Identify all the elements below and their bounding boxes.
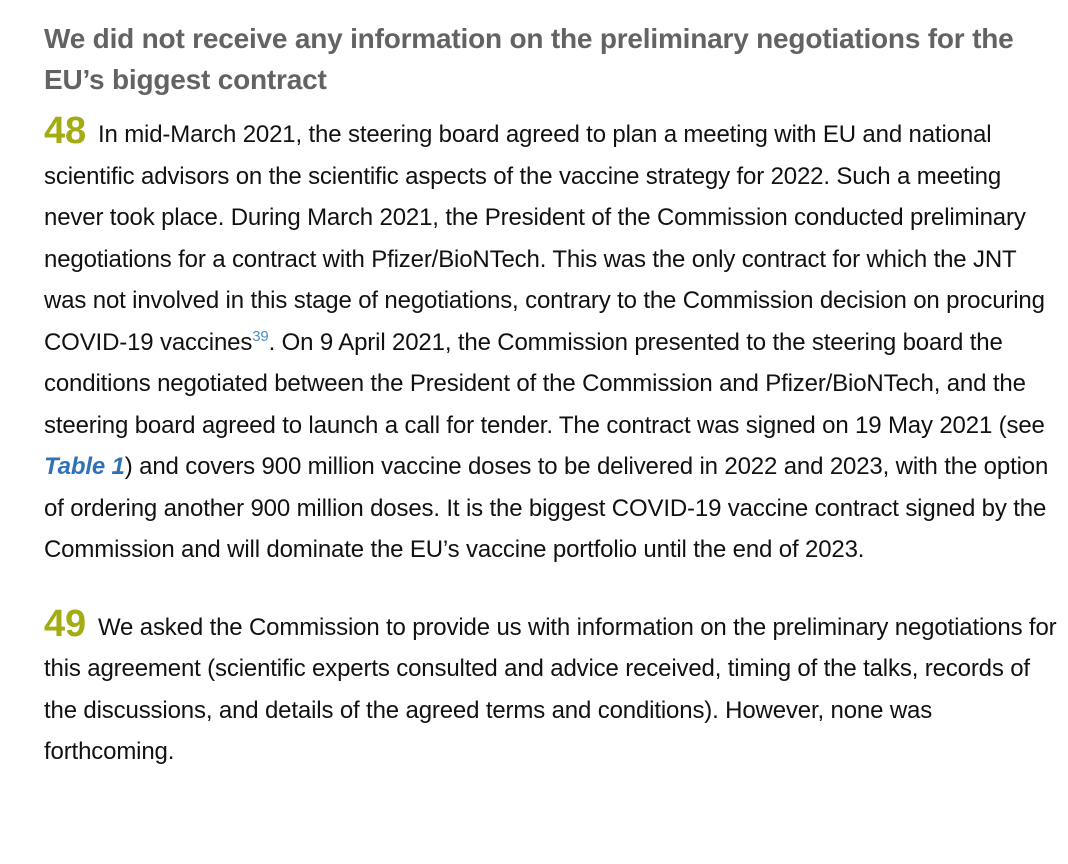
footnote-reference[interactable]: 39 — [252, 327, 269, 345]
paragraph-text: In mid-March 2021, the steering board agreed to plan a meeting with EU and national scientific advisors on the scientific aspects of the vaccine strategy for 2022. Such a meeting never took place. During March 2021, the President of the Commission conducted preliminary negotiations for a contract with Pfizer/BioNTech. This was the only contract for which the JNT was not involved in this stage of negotiations, contrary to the Commission decision on procuring COVID-19 vaccines — [44, 121, 1045, 356]
table-link[interactable]: Table 1 — [44, 453, 125, 480]
paragraph-number: 48 — [44, 110, 86, 152]
paragraph-text: ) and covers 900 million vaccine doses to be delivered in 2022 and 2023, with the option of ordering another 900 million doses. It is the biggest COVID-19 vaccine contract signed by the Commission and will dominate the EU’s vaccine portfolio until the end of 2023. — [44, 453, 1049, 563]
paragraph-text: . On 9 April 2021, the Commission presented to the steering board the conditions negotiated between the President of the Commission and Pfizer/BioNTech, and the steering board agreed to launch a call for tender. The contract was signed on 19 May 2021 (see — [44, 328, 1045, 439]
paragraph-49 — [44, 602, 1064, 773]
paragraph-48 — [44, 110, 1064, 571]
section-heading: We did not receive any information on the preliminary negotiations for the EU’s biggest contract — [44, 23, 1014, 95]
document-page — [44, 18, 1064, 773]
paragraph-text: We asked the Commission to provide us with information on the preliminary negotiations for this agreement (scientific experts consulted and advice received, timing of the talks, records of the discussions, and details of the agreed terms and conditions). However, none was forthcoming. — [44, 613, 1057, 765]
paragraph-number: 49 — [44, 602, 86, 645]
